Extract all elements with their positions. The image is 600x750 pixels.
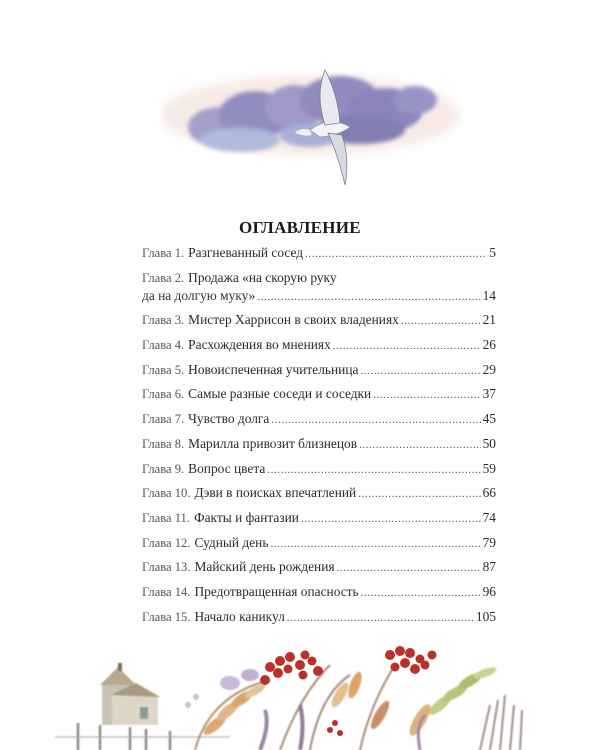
chapter-number: Глава 1. — [142, 246, 185, 260]
chapter-number: Глава 8. — [142, 436, 185, 451]
dot-leader — [359, 436, 481, 454]
dot-leader — [287, 609, 474, 627]
page-number: 45 — [482, 411, 496, 427]
chapter-number: Глава 2. — [142, 270, 185, 285]
page-number: 66 — [482, 485, 496, 501]
chapter-title: Вопрос цвета — [188, 460, 266, 476]
chapter-title: Начало каникул — [194, 608, 285, 624]
chapter-title: Самые разные соседи и соседки — [188, 386, 372, 402]
chapter-title: Дэви в поисках впечатлений — [194, 485, 357, 501]
page-number: 79 — [482, 534, 496, 550]
toc-entry-10[interactable] — [142, 484, 496, 503]
chapter-number: Глава 15. — [142, 609, 191, 624]
chapter-number: Глава 9. — [142, 461, 185, 476]
chapter-title: Факты и фантазии — [194, 509, 299, 525]
chapter-title: Мистер Харрисон в своих владениях — [188, 312, 399, 328]
toc-entry-4[interactable] — [142, 336, 496, 355]
chapter-number: Глава 13. — [142, 560, 191, 575]
farmhouse-icon — [100, 663, 160, 725]
table-of-contents — [142, 244, 496, 632]
toc-entry-14[interactable] — [142, 583, 496, 602]
chapter-title: Чувство долга — [188, 411, 270, 427]
page-title: ОГЛАВЛЕНИЕ — [239, 218, 361, 238]
dot-leader — [257, 288, 480, 306]
chapter-number: Глава 14. — [142, 584, 191, 599]
dot-leader — [301, 510, 481, 528]
page-number: 21 — [482, 312, 496, 328]
page-number: 29 — [482, 361, 496, 377]
page-number: 26 — [482, 337, 496, 353]
page-number: 37 — [482, 386, 496, 402]
chapter-title: Расхождения во мнениях — [188, 337, 331, 353]
page-number: 105 — [475, 608, 496, 624]
page-number: 59 — [482, 460, 496, 476]
dot-leader — [267, 461, 480, 479]
page-number: 14 — [482, 287, 496, 303]
chapter-number: Глава 7. — [142, 412, 185, 427]
chapter-title-continued: да на долгую муку» — [142, 287, 256, 303]
page-number: 50 — [482, 435, 496, 451]
toc-entry-1[interactable] — [142, 244, 496, 263]
dot-leader — [360, 362, 480, 380]
toc-entry-3[interactable] — [142, 311, 496, 330]
chapter-title: Разгневанный сосед — [188, 245, 304, 260]
toc-entry-13[interactable] — [142, 558, 496, 577]
toc-entry-8[interactable] — [142, 435, 496, 454]
page-number: 87 — [482, 559, 496, 575]
page-number: 96 — [482, 583, 496, 599]
chapter-title: Марилла привозит близнецов — [188, 435, 358, 451]
dot-leader — [337, 559, 481, 577]
chapter-number: Глава 11. — [142, 510, 191, 525]
chapter-title: Продажа «на скорую руку — [188, 269, 337, 285]
chapter-number: Глава 10. — [142, 486, 191, 501]
dot-leader — [358, 485, 480, 503]
dot-leader — [270, 535, 480, 553]
page-number: 74 — [482, 509, 496, 525]
chapter-number: Глава 12. — [142, 535, 191, 550]
chapter-title: Майский день рождения — [194, 559, 335, 575]
toc-entry-11[interactable] — [142, 509, 496, 528]
toc-entry-9[interactable] — [142, 460, 496, 479]
toc-entry-12[interactable] — [142, 534, 496, 553]
autumn-plants-illustration — [0, 625, 600, 750]
dot-leader — [401, 312, 481, 330]
dove-cloud-illustration — [160, 55, 470, 195]
chapter-number: Глава 3. — [142, 313, 185, 328]
toc-entry-15[interactable] — [142, 608, 496, 627]
chapter-number: Глава 5. — [142, 362, 185, 377]
toc-entry-2[interactable] — [142, 269, 496, 306]
dot-leader — [271, 411, 480, 429]
chapter-title: Предотвращенная опасность — [194, 583, 359, 599]
dot-leader — [361, 584, 481, 602]
plants — [185, 665, 522, 750]
chapter-number: Глава 6. — [142, 387, 185, 402]
dot-leader — [305, 245, 487, 263]
dot-leader — [373, 386, 480, 404]
berries-icon — [260, 646, 437, 736]
toc-entry-5[interactable] — [142, 361, 496, 380]
page-number: 5 — [489, 245, 496, 260]
chapter-title: Новоиспеченная учительница — [188, 361, 359, 377]
chapter-number: Глава 4. — [142, 338, 185, 353]
dot-leader — [333, 337, 481, 355]
toc-entry-6[interactable] — [142, 385, 496, 404]
chapter-title: Судный день — [194, 534, 269, 550]
toc-entry-7[interactable] — [142, 410, 496, 429]
